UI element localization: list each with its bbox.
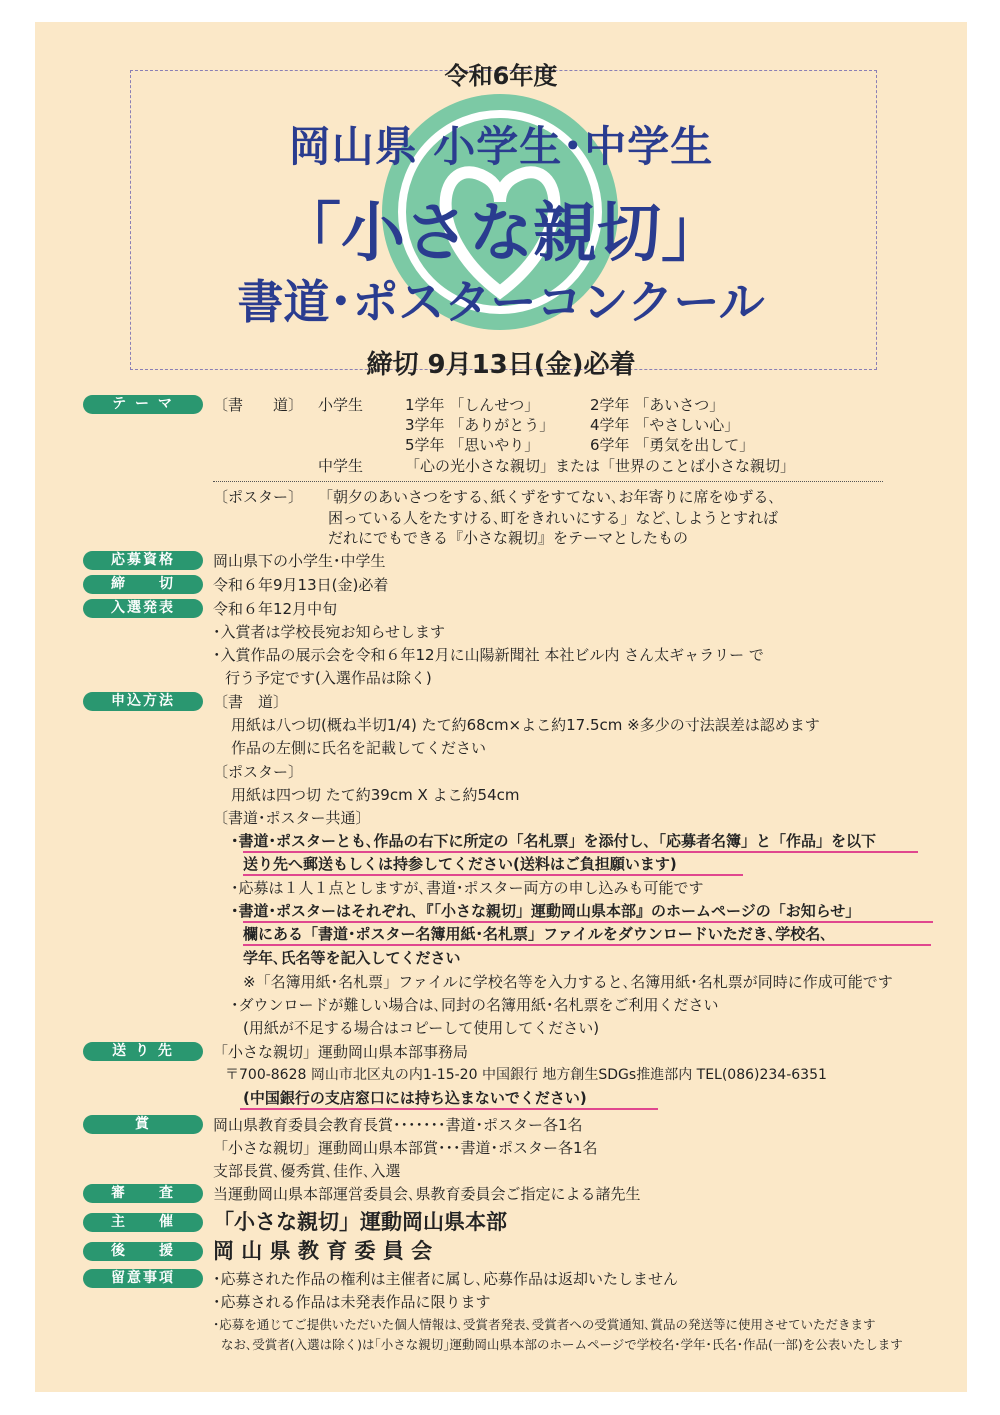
deadline-heading: 締切 9月13日(金)必着 [366,350,636,380]
tag-prize: 賞 [83,1115,203,1134]
grade-3: 3学年 「ありがとう」 [405,416,555,434]
poster-theme-line: 「朝夕のあいさつをする､紙くずをすてない､お年寄りに席をゆずる､ [318,488,776,506]
emphasis-underline [240,1108,658,1110]
host-text: 「小さな親切」運動岡山県本部 [213,1210,507,1234]
tag-deadline: 締 切 [83,575,203,594]
subtitle: 岡山県 小学生･中学生 [288,122,714,171]
apply-line-emphasis: ･書道･ポスターはそれぞれ､『「小さな親切」運動岡山県本部』のホームページの「お知らせ」 [231,902,861,920]
apply-line: 用紙は四つ切 たて約39cm X よこ約54cm [231,786,520,804]
elementary-label: 小学生 [318,396,364,414]
year-heading: 令和6年度 [444,62,558,90]
grade-5: 5学年 「思いやり」 [405,436,540,454]
apply-line-emphasis: ･書道･ポスターとも､作品の右下に所定の「名札票」を添付し､「応募者名簿」と「作品」を以下 [231,832,877,850]
poster-label: 〔ポスター〕 [213,488,304,506]
apply-line: 〔ポスター〕 [213,763,304,781]
send-warning: (中国銀行の支店窓口には持ち込まないでください) [243,1089,587,1107]
apply-line-emphasis: 送り先へ郵送もしくは持参してください(送料はご負担願います) [243,855,677,873]
grade-2: 2学年 「あいさつ」 [590,396,725,414]
grade-6: 6学年 「勇気を出して」 [590,436,755,454]
tag-host: 主 催 [83,1213,203,1232]
notes-line: ･応募された作品の権利は主催者に属し､応募作品は返却いたしません [213,1270,679,1288]
apply-line: 〔書 道〕 [213,693,289,711]
poster-sheet [35,22,967,1392]
apply-line: 作品の左側に氏名を記載してください [231,739,487,757]
poster-theme-line: だれにでもできる『小さな親切』をテーマとしたもの [328,529,689,547]
emphasis-underline [243,851,918,853]
apply-line-emphasis: 欄にある「書道･ポスター名簿用紙･名札票」ファイルをダウンロードいただき､学校名､ [243,925,828,943]
emphasis-underline [243,921,933,923]
tag-send: 送 り 先 [83,1042,203,1061]
apply-line: ※「名簿用紙･名札票」ファイルに学校名等を入力すると､名簿用紙･名札票が同時に作成可能です [243,973,893,991]
tag-judge: 審 査 [83,1184,203,1203]
tag-eligibility: 応募資格 [83,551,203,570]
notes-line: ･応募を通じてご提供いただいた個人情報は､受賞者発表､受賞者への受賞通知､賞品の発送等に使用させていただきます [213,1317,876,1332]
contest-title: 書道･ポスターコンクール [237,275,765,329]
tag-theme: テ ー マ [83,395,203,414]
apply-line: (用紙が不足する場合はコピーして使用してください) [243,1019,600,1037]
notes-line: ･応募される作品は未発表作品に限ります [213,1293,491,1311]
tag-apply: 申込方法 [83,692,203,711]
grade-1: 1学年 「しんせつ」 [405,396,540,414]
junior-theme: 「心の光小さな親切」または「世界のことば小さな親切」 [405,457,796,475]
tag-notes: 留意事項 [83,1269,203,1288]
grade-4: 4学年 「やさしい心」 [590,416,740,434]
support-text: 岡 山 県 教 育 委 員 会 [213,1239,433,1263]
send-line: 「小さな親切」運動岡山県本部事務局 [213,1043,469,1061]
prize-line: 岡山県教育委員会教育長賞･･･････書道･ポスター各1名 [213,1116,583,1134]
apply-line: 〔書道･ポスター共通〕 [213,809,371,827]
announce-line: ･入賞作品の展示会を令和６年12月に山陽新聞社 本社ビル内 さん太ギャラリー で [213,646,764,664]
shodo-label: 〔書 道〕 [213,396,304,414]
emphasis-underline [243,944,931,946]
tag-announce: 入選発表 [83,599,203,618]
announce-line: ･入賞者は学校長宛お知らせします [213,623,446,641]
apply-line: ･応募は１人１点としますが､書道･ポスター両方の申し込みも可能です [231,879,704,897]
tag-support: 後 援 [83,1242,203,1261]
send-address: 〒700-8628 岡山市北区丸の内1-15-20 中国銀行 地方創生SDGs推進部内 TEL(086)234-6351 [225,1067,827,1083]
apply-line: ･ダウンロードが難しい場合は､同封の名簿用紙･名札票をご利用ください [231,996,719,1014]
apply-line-emphasis: 学年､氏名等を記入してください [243,949,461,967]
emphasis-underline [243,874,743,876]
notes-line: なお､受賞者(入選は除く)は｢小さな親切｣運動岡山県本部のホームページで学校名･学年･氏名･作品(一部)を公表いたします [221,1337,903,1352]
prize-line: 支部長賞､優秀賞､佳作､入選 [213,1162,401,1180]
eligibility-text: 岡山県下の小学生･中学生 [213,552,386,570]
junior-label: 中学生 [318,457,364,475]
announce-line: 令和６年12月中旬 [213,600,338,618]
theme-divider [213,481,883,482]
judge-text: 当運動岡山県本部運営委員会､県教育委員会ご指定による諸先生 [213,1185,641,1203]
poster-theme-line: 困っている人をたすける､町をきれいにする」など､しようとすれば [328,509,779,527]
announce-line: 行う予定です(入選作品は除く) [225,669,432,687]
deadline-text: 令和６年9月13日(金)必着 [213,576,389,594]
page-title: 「小さな親切」 [277,197,725,271]
apply-line: 用紙は八つ切(概ね半切1/4) たて約68cm×よこ約17.5cm ※多少の寸法誤差は認めます [231,716,820,734]
prize-line: 「小さな親切」運動岡山県本部賞･･･書道･ポスター各1名 [213,1139,598,1157]
